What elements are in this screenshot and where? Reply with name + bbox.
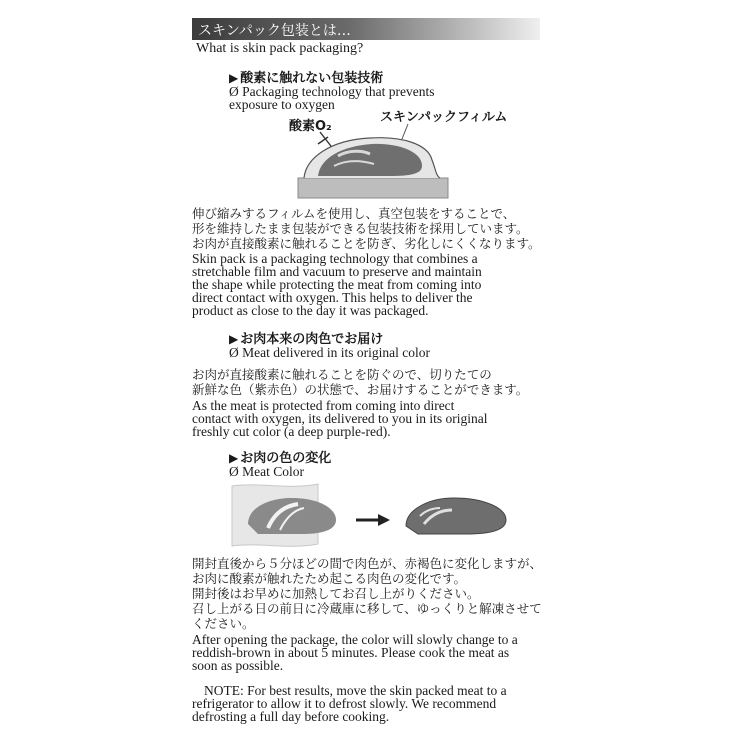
note-line: defrosting a full day before cooking. — [192, 709, 390, 724]
section2-heading: ▶ お肉本来の肉色でお届け — [229, 332, 384, 347]
section1-en-line: direct contact with oxygen. This helps to deliver the — [192, 290, 473, 305]
note-line: NOTE: For best results, move the skin packed meat to a — [204, 683, 507, 698]
section1-jp-line: 形を維持したまま包装ができる包装技術を採用しています。 — [192, 221, 529, 236]
section1-en-line: stretchable film and vacuum to preserve and maintain — [192, 264, 482, 279]
section3-heading: ▶ お肉の色の変化 — [229, 451, 332, 466]
triangle-bullet-icon: ▶ — [229, 71, 239, 85]
section1-jp-line: お肉が直接酸素に触れることを防ぎ、劣化しにくくなります。 — [192, 236, 541, 251]
section1-jp-line: 伸び縮みするフィルムを使用し、真空包装をすることで、 — [192, 206, 516, 221]
section3-jp-line: ください。 — [192, 616, 255, 631]
triangle-bullet-icon: ▶ — [229, 451, 239, 465]
section3-jp-line: 召し上がる日の前日に冷蔵庫に移して、ゆっくりと解凍させて — [192, 601, 542, 616]
section3-en-line: soon as possible. — [192, 658, 284, 673]
section3-jp-line: お肉に酸素が触れたため起こる肉色の変化です。 — [192, 571, 467, 586]
note-line: refrigerator to allow it to defrost slowly. We recommend — [192, 696, 497, 711]
section2-en-line: As the meat is protected from coming into direct — [192, 398, 455, 413]
section3-en-line: After opening the package, the color will slowly change to a — [192, 632, 518, 647]
section2-en-line: contact with oxygen, its delivered to you in its original — [192, 411, 488, 426]
section3-jp-line: 開封直後から５分ほどの間で肉色が、赤褐色に変化しますが、 — [192, 556, 543, 571]
section1-heading: ▶ 酸素に触れない包装技術 — [229, 71, 384, 86]
triangle-bullet-icon: ▶ — [229, 332, 239, 346]
page-title: スキンパック包装とは… — [198, 23, 351, 39]
skin-pack-film-label: スキンパックフィルム — [380, 110, 508, 125]
section3-jp-line: 開封後はお早めに加熱してお召し上がりください。 — [192, 586, 480, 601]
section1-en-line2: exposure to oxygen — [229, 97, 335, 112]
section3-en-line1: Ø Meat Color — [229, 464, 304, 479]
section2-en-line: freshly cut color (a deep purple-red). — [192, 424, 391, 439]
section2-jp-line: 新鮮な色（紫赤色）の状態で、お届けすることができます。 — [192, 382, 529, 397]
section1-en-line: Skin pack is a packaging technology that combines a — [192, 251, 478, 266]
section2-en-line1: Ø Meat delivered in its original color — [229, 345, 430, 360]
tray — [298, 178, 448, 198]
section1-en-line: product as close to the day it was packaged. — [192, 303, 429, 318]
oxygen-label: 酸素O₂ — [289, 119, 332, 134]
skin-pack-diagram — [290, 110, 450, 202]
page-subtitle: What is skin pack packaging? — [196, 41, 364, 56]
meat-color-change-diagram — [228, 480, 518, 550]
section1-en-line: the shape while protecting the meat from coming into — [192, 277, 482, 292]
section3-en-line: reddish-brown in about 5 minutes. Please cook the meat as — [192, 645, 510, 660]
section2-jp-line: お肉が直接酸素に触れることを防ぐので、切りたての — [192, 367, 492, 382]
section1-en-line1: Ø Packaging technology that prevents — [229, 84, 435, 99]
